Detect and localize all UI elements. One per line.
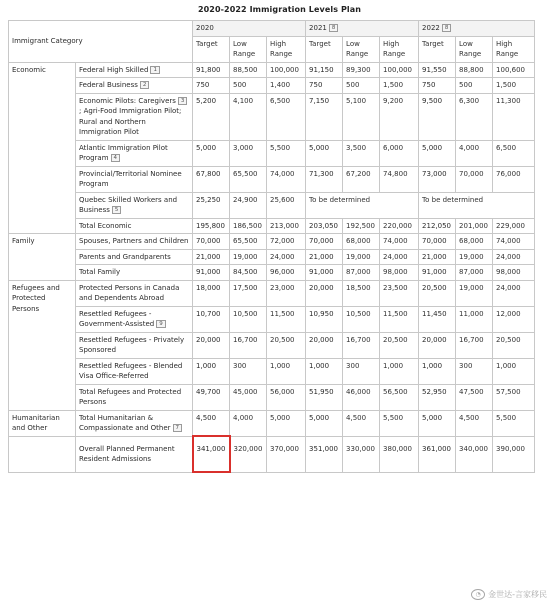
value-cell: 20,000: [306, 332, 343, 358]
value-cell: 5,500: [493, 410, 535, 436]
value-cell: 1,000: [267, 358, 306, 384]
row-label-cell: [76, 166, 193, 192]
table-row: [9, 410, 535, 436]
value-cell: 5,000: [306, 140, 343, 166]
value-cell: 340,000: [456, 436, 493, 472]
value-cell: 4,500: [193, 410, 230, 436]
header-target: Target: [193, 36, 230, 62]
value-cell: 67,200: [343, 166, 380, 192]
value-cell: 12,000: [493, 306, 535, 332]
value-cell: 5,000: [193, 140, 230, 166]
value-cell: 361,000: [419, 436, 456, 472]
value-cell: 3,000: [230, 140, 267, 166]
value-cell: 220,000: [380, 218, 419, 234]
table-row: [9, 140, 535, 166]
value-cell: 20,500: [419, 280, 456, 306]
table-row: [9, 384, 535, 410]
value-cell: 1,000: [306, 358, 343, 384]
table-row: [9, 332, 535, 358]
value-cell: 18,000: [193, 280, 230, 306]
value-cell: 19,000: [456, 249, 493, 265]
value-cell: 300: [343, 358, 380, 384]
row-label: Total Refugees and Protected Persons: [79, 387, 182, 406]
category-cell: Humanitarian and Other: [9, 410, 76, 436]
value-cell: 195,800: [193, 218, 230, 234]
value-cell: 5,500: [267, 140, 306, 166]
row-label: Resettled Refugees - Privately Sponsored: [79, 335, 185, 354]
value-cell: 7,150: [306, 93, 343, 140]
footnote-link[interactable]: 8: [442, 24, 452, 32]
value-cell: 10,500: [230, 306, 267, 332]
footnote-link[interactable]: 5: [112, 206, 122, 214]
value-cell: 6,500: [267, 93, 306, 140]
value-cell: 203,050: [306, 218, 343, 234]
value-cell: 98,000: [380, 265, 419, 281]
table-row: [9, 306, 535, 332]
value-cell: 17,500: [230, 280, 267, 306]
row-label-cell: [76, 249, 193, 265]
value-cell: 87,000: [343, 265, 380, 281]
value-cell: 98,000: [493, 265, 535, 281]
table-row: [9, 265, 535, 281]
row-label: Spouses, Partners and Children: [79, 237, 189, 245]
header-low: Low Range: [343, 36, 380, 62]
value-cell: 1,000: [419, 358, 456, 384]
value-cell: 71,300: [306, 166, 343, 192]
row-label-cell: [76, 384, 193, 410]
year-label: 2022: [422, 24, 440, 32]
value-cell: 500: [456, 78, 493, 94]
value-cell: 76,000: [493, 166, 535, 192]
row-label-cell: [76, 265, 193, 281]
value-cell: 3,500: [343, 140, 380, 166]
value-cell: 73,000: [419, 166, 456, 192]
table-title: 2020-2022 Immigration Levels Plan: [197, 5, 362, 14]
value-cell: 24,000: [380, 249, 419, 265]
value-cell: 16,700: [343, 332, 380, 358]
value-cell: 91,800: [193, 62, 230, 78]
footnote-link[interactable]: 8: [329, 24, 339, 32]
value-cell: 11,500: [380, 306, 419, 332]
table-row: [9, 358, 535, 384]
table-row: [9, 436, 535, 472]
value-cell: 72,000: [267, 234, 306, 250]
value-cell: 49,700: [193, 384, 230, 410]
value-cell: 330,000: [343, 436, 380, 472]
value-cell: 213,000: [267, 218, 306, 234]
value-cell: 1,400: [267, 78, 306, 94]
value-cell: 1,000: [193, 358, 230, 384]
value-cell: 100,000: [267, 62, 306, 78]
value-cell: 88,800: [456, 62, 493, 78]
highlighted-total-cell: 341,000: [193, 436, 230, 472]
value-cell: 5,200: [193, 93, 230, 140]
header-year: [193, 21, 306, 37]
value-cell: 11,450: [419, 306, 456, 332]
table-row: [9, 62, 535, 78]
value-cell: 4,000: [230, 410, 267, 436]
value-cell: 84,500: [230, 265, 267, 281]
value-cell: 24,000: [493, 249, 535, 265]
value-cell: 11,500: [267, 306, 306, 332]
row-label-cell: [76, 93, 193, 140]
table-row: [9, 218, 535, 234]
header-high: High Range: [267, 36, 306, 62]
footnote-link[interactable]: 2: [140, 81, 150, 89]
value-cell: 56,500: [380, 384, 419, 410]
value-cell: 51,950: [306, 384, 343, 410]
row-label: Resettled Refugees - Government-Assisted: [79, 309, 155, 328]
value-cell: 88,500: [230, 62, 267, 78]
header-row-years: [9, 21, 535, 37]
value-cell: 11,300: [493, 93, 535, 140]
value-cell: 9,200: [380, 93, 419, 140]
header-high: High Range: [493, 36, 535, 62]
row-label-cell: [76, 234, 193, 250]
value-cell: 20,500: [380, 332, 419, 358]
category-cell: [9, 436, 76, 472]
row-label: Provincial/Territorial Nominee Program: [79, 169, 182, 188]
row-label: Quebec Skilled Workers and Business: [79, 195, 178, 214]
value-cell: 21,000: [306, 249, 343, 265]
value-cell: 212,050: [419, 218, 456, 234]
value-cell: 5,000: [419, 140, 456, 166]
value-cell: 70,000: [306, 234, 343, 250]
value-cell: 351,000: [306, 436, 343, 472]
value-cell: 5,100: [343, 93, 380, 140]
value-cell: 96,000: [267, 265, 306, 281]
row-label-cell: [76, 192, 193, 218]
immigration-levels-table: [8, 20, 535, 473]
value-cell: 91,000: [419, 265, 456, 281]
value-cell: 23,000: [267, 280, 306, 306]
table-row: [9, 234, 535, 250]
value-cell: 201,000: [456, 218, 493, 234]
value-cell: 10,700: [193, 306, 230, 332]
footnote-link[interactable]: 4: [111, 154, 121, 162]
row-label: Total Humanitarian & Compassionate and Other: [79, 413, 171, 432]
value-cell: 19,000: [456, 280, 493, 306]
tbd-cell: To be determined: [419, 192, 535, 218]
row-label: Overall Planned Permanent Resident Admissions: [79, 444, 175, 463]
value-cell: 300: [230, 358, 267, 384]
value-cell: 23,500: [380, 280, 419, 306]
table-row: [9, 93, 535, 140]
value-cell: 20,500: [267, 332, 306, 358]
value-cell: 65,500: [230, 234, 267, 250]
value-cell: 5,000: [306, 410, 343, 436]
table-row: [9, 166, 535, 192]
value-cell: 19,000: [230, 249, 267, 265]
value-cell: 750: [419, 78, 456, 94]
watermark: [471, 589, 547, 600]
table-body: [9, 62, 535, 472]
header-low: Low Range: [456, 36, 493, 62]
row-label-cell: [76, 306, 193, 332]
value-cell: 20,000: [193, 332, 230, 358]
row-label: Economic Pilots: Caregivers: [79, 96, 176, 105]
value-cell: 24,900: [230, 192, 267, 218]
header-low: Low Range: [230, 36, 267, 62]
header-high: High Range: [380, 36, 419, 62]
value-cell: 500: [230, 78, 267, 94]
value-cell: 24,000: [267, 249, 306, 265]
row-label: Atlantic Immigration Pilot Program: [79, 143, 168, 162]
row-label: Resettled Refugees - Blended Visa Office-Referred: [79, 361, 183, 380]
footnote-link[interactable]: 9: [156, 320, 166, 328]
value-cell: 100,000: [380, 62, 419, 78]
value-cell: 70,000: [193, 234, 230, 250]
row-label-cell: [76, 140, 193, 166]
table-header: [9, 21, 535, 63]
table-row: [9, 280, 535, 306]
header-year: [306, 21, 419, 37]
value-cell: 370,000: [267, 436, 306, 472]
value-cell: 10,950: [306, 306, 343, 332]
tbd-cell: To be determined: [306, 192, 419, 218]
weibo-logo-icon: ◔: [471, 589, 485, 600]
row-label-cell: [76, 78, 193, 94]
value-cell: 1,500: [380, 78, 419, 94]
row-label-cell: [76, 62, 193, 78]
row-label-cell: [76, 410, 193, 436]
value-cell: 74,000: [493, 234, 535, 250]
value-cell: 6,000: [380, 140, 419, 166]
watermark-text: 金世达-言家移民: [488, 590, 547, 599]
value-cell: 21,000: [419, 249, 456, 265]
value-cell: 21,000: [193, 249, 230, 265]
value-cell: 70,000: [456, 166, 493, 192]
value-cell: 89,300: [343, 62, 380, 78]
value-cell: 46,000: [343, 384, 380, 410]
row-label: Federal High Skilled: [79, 65, 149, 74]
value-cell: 6,500: [493, 140, 535, 166]
value-cell: 25,250: [193, 192, 230, 218]
value-cell: 74,800: [380, 166, 419, 192]
value-cell: 74,000: [267, 166, 306, 192]
footnote-link[interactable]: 3: [178, 97, 188, 105]
table-row: [9, 249, 535, 265]
value-cell: 4,500: [456, 410, 493, 436]
value-cell: 52,950: [419, 384, 456, 410]
value-cell: 4,100: [230, 93, 267, 140]
value-cell: 5,000: [419, 410, 456, 436]
value-cell: 67,800: [193, 166, 230, 192]
value-cell: 11,000: [456, 306, 493, 332]
category-cell: Family: [9, 234, 76, 281]
table-row: [9, 192, 535, 218]
value-cell: 750: [193, 78, 230, 94]
value-cell: 18,500: [343, 280, 380, 306]
value-cell: 5,500: [380, 410, 419, 436]
value-cell: 300: [456, 358, 493, 384]
header-category: Immigrant Category: [9, 21, 193, 63]
row-label: Parents and Grandparents: [79, 252, 171, 261]
value-cell: 16,700: [456, 332, 493, 358]
table-row: [9, 78, 535, 94]
value-cell: 74,000: [380, 234, 419, 250]
value-cell: 500: [343, 78, 380, 94]
value-cell: 65,500: [230, 166, 267, 192]
value-cell: 91,150: [306, 62, 343, 78]
value-cell: 70,000: [419, 234, 456, 250]
row-label: Total Family: [79, 268, 121, 276]
category-cell: Economic: [9, 62, 76, 234]
footnote-link[interactable]: 1: [150, 66, 160, 74]
value-cell: 57,500: [493, 384, 535, 410]
value-cell: 20,000: [419, 332, 456, 358]
row-label-cell: [76, 332, 193, 358]
value-cell: 4,500: [343, 410, 380, 436]
value-cell: 229,000: [493, 218, 535, 234]
value-cell: 320,000: [230, 436, 267, 472]
category-cell: Refugees and Protected Persons: [9, 280, 76, 410]
row-label-cell: [76, 218, 193, 234]
value-cell: 87,000: [456, 265, 493, 281]
value-cell: 4,000: [456, 140, 493, 166]
row-label: Total Economic: [79, 221, 132, 230]
header-year: [419, 21, 535, 37]
header-target: Target: [306, 36, 343, 62]
value-cell: 19,000: [343, 249, 380, 265]
value-cell: 20,000: [306, 280, 343, 306]
value-cell: 91,550: [419, 62, 456, 78]
value-cell: 68,000: [343, 234, 380, 250]
row-label: Protected Persons in Canada and Dependents Abroad: [79, 283, 180, 302]
value-cell: 1,000: [493, 358, 535, 384]
value-cell: 100,600: [493, 62, 535, 78]
value-cell: 68,000: [456, 234, 493, 250]
value-cell: 20,500: [493, 332, 535, 358]
value-cell: 91,000: [193, 265, 230, 281]
row-label-cell: [76, 436, 193, 472]
value-cell: 5,000: [267, 410, 306, 436]
value-cell: 10,500: [343, 306, 380, 332]
row-label-cell: [76, 358, 193, 384]
row-label-rest: ; Agri-Food Immigration Pilot; Rural and Northern Immigration Pilot: [79, 107, 182, 136]
value-cell: 192,500: [343, 218, 380, 234]
value-cell: 47,500: [456, 384, 493, 410]
value-cell: 380,000: [380, 436, 419, 472]
value-cell: 45,000: [230, 384, 267, 410]
year-label: 2021: [309, 24, 327, 32]
year-label: 2020: [196, 24, 214, 32]
value-cell: 25,600: [267, 192, 306, 218]
value-cell: 6,300: [456, 93, 493, 140]
value-cell: 750: [306, 78, 343, 94]
value-cell: 390,000: [493, 436, 535, 472]
value-cell: 9,500: [419, 93, 456, 140]
value-cell: 16,700: [230, 332, 267, 358]
value-cell: 1,500: [493, 78, 535, 94]
value-cell: 1,000: [380, 358, 419, 384]
header-target: Target: [419, 36, 456, 62]
row-label-cell: [76, 280, 193, 306]
value-cell: 91,000: [306, 265, 343, 281]
value-cell: 56,000: [267, 384, 306, 410]
value-cell: 24,000: [493, 280, 535, 306]
footnote-link[interactable]: 7: [173, 424, 183, 432]
value-cell: 186,500: [230, 218, 267, 234]
row-label: Federal Business: [79, 81, 138, 89]
